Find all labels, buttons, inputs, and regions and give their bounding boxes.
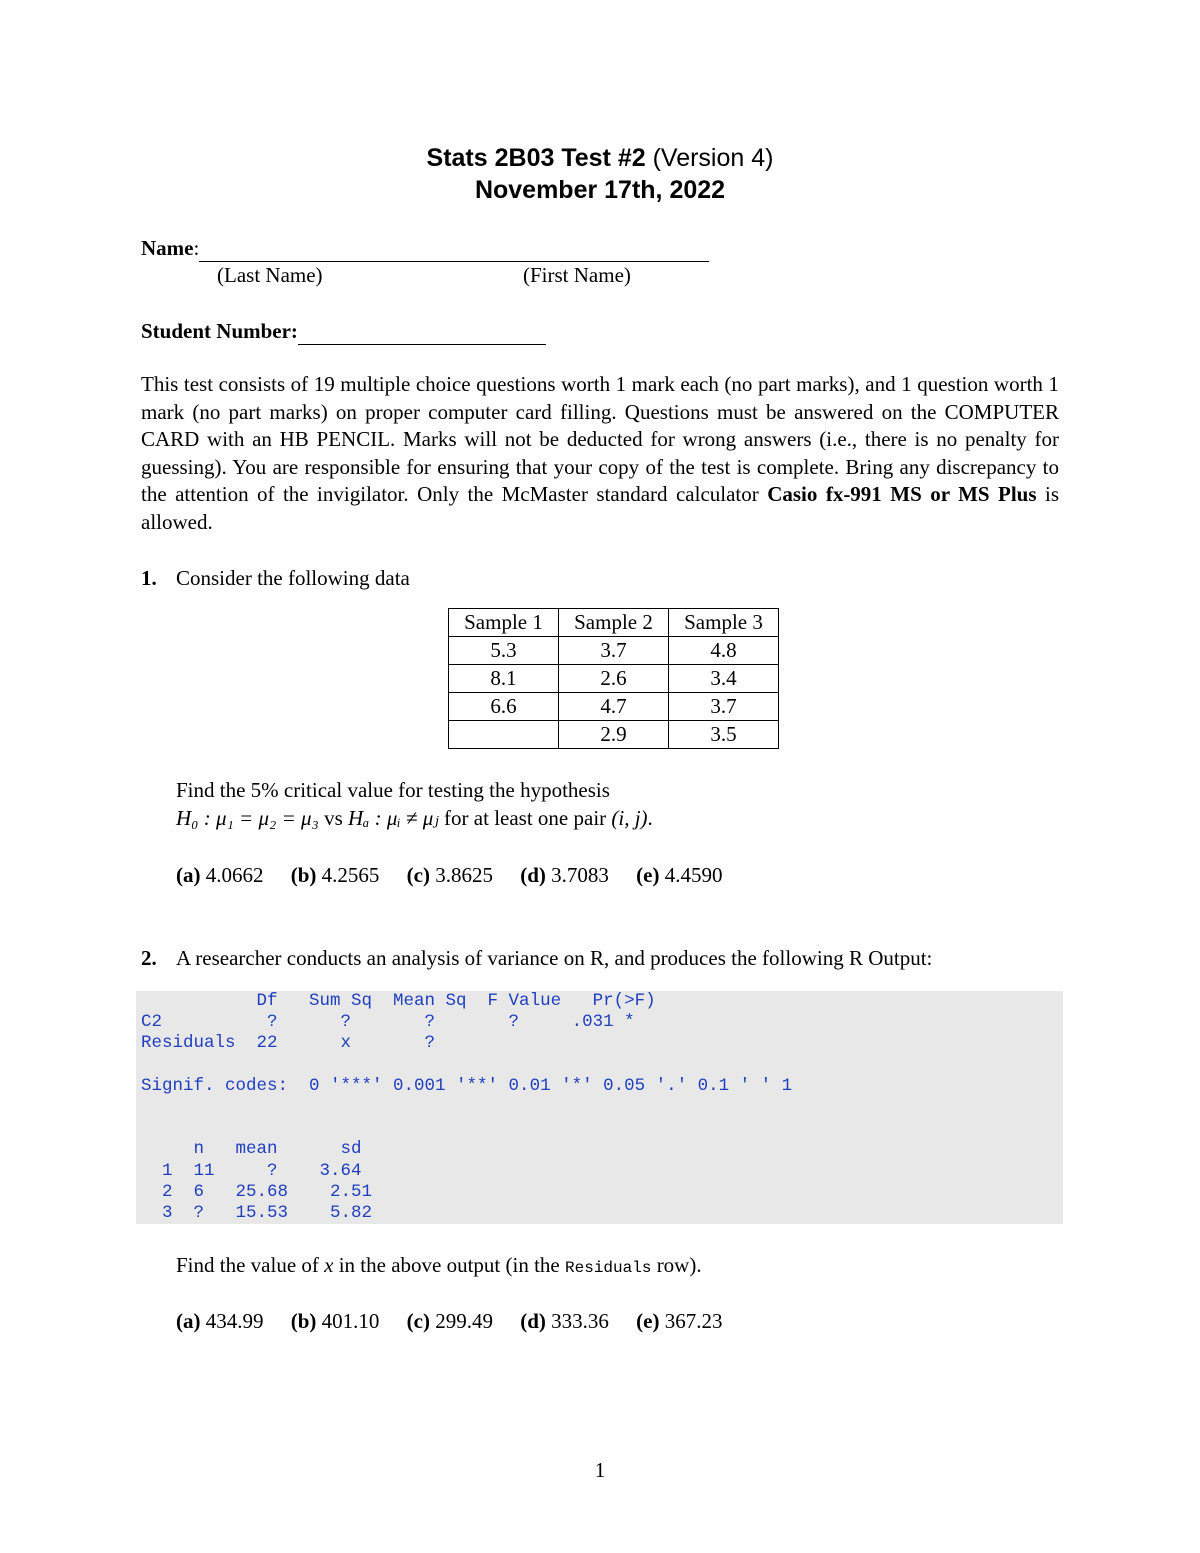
choice-d[interactable] (520, 1309, 609, 1333)
table-cell (449, 721, 559, 749)
table-cell: 4.8 (669, 637, 779, 665)
choice-label: (a) (176, 863, 201, 887)
question-2-prompt: A researcher conducts an analysis of variance on R, and produces the following R Output: (176, 946, 933, 970)
table-header-cell: Sample 3 (669, 609, 779, 637)
choice-c[interactable] (407, 863, 493, 887)
q1-number: 1. (141, 566, 157, 590)
table-row (449, 637, 779, 665)
table-cell: 2.9 (559, 721, 669, 749)
hypothesis-suffix: for at least one pair (444, 806, 607, 830)
table-row (449, 721, 779, 749)
choice-label: (d) (520, 863, 546, 887)
instructions-text: This test consists of 19 multiple choice questions worth 1 mark each (no part marks), and 1 question worth 1 mark (no part marks) on proper computer card filling. Questions must be answered on the COMPUTER CARD with an HB PENCIL. Marks will not be deducted for wrong answers (i.e., there is no penalty for guessing). You are responsible for ensuring that your copy of the test is complete. Bring any discrepancy to the attention of the invigilator. Only the McMaster standard calculator (141, 372, 1059, 507)
choice-value: 4.2565 (321, 863, 380, 887)
q1-choices (176, 862, 722, 889)
choice-label: (d) (520, 1309, 546, 1333)
choice-label: (c) (406, 863, 430, 887)
instructions-paragraph (141, 371, 1059, 537)
r-output-text: Df Sum Sq Mean Sq F Value Pr(>F) C2 ? ? ? ? .031 * Residuals 22 x ? Signif. codes: 0 '***' 0.001 '**' 0.01 '*' 0.05 '.' 0.1 ' ' 1 n mean sd 1 11 ? 3.64 2 6 25.68 2.51 3 ? 15.53 5.82 (141, 991, 793, 1224)
student-number-label: Student Number: (141, 319, 298, 343)
table-header-row (449, 609, 779, 637)
choice-e[interactable] (636, 1309, 722, 1333)
hypothesis-vs: vs (324, 806, 343, 830)
choice-label: (b) (290, 863, 317, 887)
choice-a[interactable] (176, 863, 264, 887)
choice-value: 3.8625 (435, 863, 493, 887)
table-row (449, 693, 779, 721)
choice-value: 333.36 (551, 1309, 609, 1333)
q2-text-after: row). (656, 1253, 702, 1277)
choice-label: (e) (636, 863, 660, 887)
page-number: 1 (594, 1458, 606, 1482)
q2-question-text (176, 1252, 702, 1282)
table-cell: 6.6 (449, 693, 559, 721)
choice-c[interactable] (407, 1309, 493, 1333)
alternative-hypothesis: Hₐ : μᵢ ≠ μⱼ (348, 806, 439, 830)
hypothesis-period: . (647, 806, 653, 830)
test-title (0, 144, 1200, 173)
calculator-model: Casio fx-991 MS or MS Plus (767, 482, 1037, 507)
choice-value: 401.10 (321, 1309, 380, 1333)
choice-value: 4.0662 (205, 863, 264, 887)
choice-b[interactable] (291, 1309, 380, 1333)
q2-choices (176, 1308, 722, 1335)
q2-variable: x (324, 1253, 334, 1277)
table-cell: 3.5 (669, 721, 779, 749)
q1-question-text: Find the 5% critical value for testing the hypothesis (176, 778, 610, 802)
choice-a[interactable] (176, 1309, 264, 1333)
table-cell: 3.7 (669, 693, 779, 721)
table-cell: 3.7 (559, 637, 669, 665)
q2-text-middle: in the above output (in the (338, 1253, 560, 1277)
hypothesis-pair: (i, j) (611, 806, 648, 830)
choice-label: (a) (176, 1309, 201, 1333)
question-2-number (141, 945, 157, 972)
q2-code-word: Residuals (565, 1259, 652, 1277)
last-name-caption: (Last Name) (217, 263, 323, 287)
choice-value: 434.99 (205, 1309, 264, 1333)
choice-label: (c) (406, 1309, 430, 1333)
name-label: Name (141, 236, 194, 260)
name-line[interactable] (199, 239, 709, 262)
choice-label: (b) (290, 1309, 317, 1333)
choice-b[interactable] (291, 863, 380, 887)
student-number-line[interactable] (298, 322, 546, 345)
null-hypothesis: H₀ : μ₁ = μ₂ = μ₃ (176, 806, 319, 830)
choice-value: 367.23 (664, 1309, 723, 1333)
first-name-caption: (First Name) (523, 263, 631, 287)
name-colon: : (193, 236, 200, 260)
test-version: (Version 4) (652, 144, 774, 172)
choice-label: (e) (636, 1309, 660, 1333)
table-row (449, 665, 779, 693)
name-field (141, 235, 709, 262)
q1-hypothesis (176, 805, 653, 832)
choice-value: 299.49 (435, 1309, 493, 1333)
table-cell: 8.1 (449, 665, 559, 693)
q2-number: 2. (141, 946, 157, 970)
q2-text-before: Find the value of (176, 1253, 319, 1277)
q1-data-table (448, 608, 779, 749)
table-cell: 4.7 (559, 693, 669, 721)
question-1-number (141, 565, 157, 592)
choice-value: 4.4590 (664, 863, 723, 887)
table-header-cell: Sample 1 (449, 609, 559, 637)
table-cell: 2.6 (559, 665, 669, 693)
question-1-prompt: Consider the following data (176, 566, 410, 590)
choice-value: 3.7083 (551, 863, 609, 887)
test-date: November 17th, 2022 (474, 176, 726, 204)
instructions-end: is allowed. (141, 482, 1060, 534)
table-header-cell: Sample 2 (559, 609, 669, 637)
table-cell: 3.4 (669, 665, 779, 693)
choice-e[interactable] (636, 863, 722, 887)
test-title-bold: Stats 2B03 Test #2 (426, 144, 646, 172)
table-cell: 5.3 (449, 637, 559, 665)
choice-d[interactable] (520, 863, 609, 887)
student-number-field (141, 318, 546, 345)
